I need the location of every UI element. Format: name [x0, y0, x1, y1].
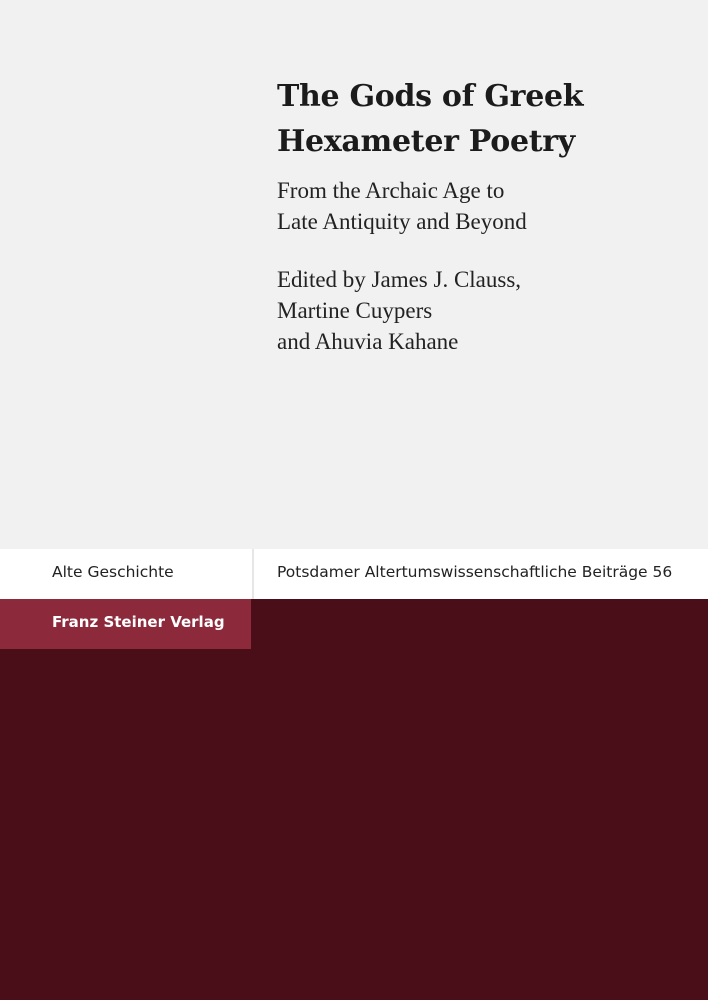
series-label: Potsdamer Altertumswissenschaftliche Beiträge 56: [277, 563, 673, 581]
publisher-label: Franz Steiner Verlag: [52, 613, 225, 631]
editors-line-3: and Ahuvia Kahane: [277, 329, 459, 354]
editors-line-1: Edited by James J. Clauss,: [277, 267, 522, 292]
subtitle-line-1: From the Archaic Age to: [277, 178, 505, 203]
title-line-2: Hexameter Poetry: [277, 124, 575, 159]
band-divider: [252, 549, 254, 599]
maroon-panel: [0, 599, 708, 1000]
book-subtitle: [277, 175, 697, 237]
subject-label: Alte Geschichte: [52, 563, 174, 581]
subtitle-line-2: Late Antiquity and Beyond: [277, 209, 527, 234]
title-line-1: The Gods of Greek: [277, 79, 584, 114]
editors-line-2: Martine Cuypers: [277, 298, 433, 323]
book-title: [277, 74, 697, 164]
book-editors: [277, 264, 697, 357]
